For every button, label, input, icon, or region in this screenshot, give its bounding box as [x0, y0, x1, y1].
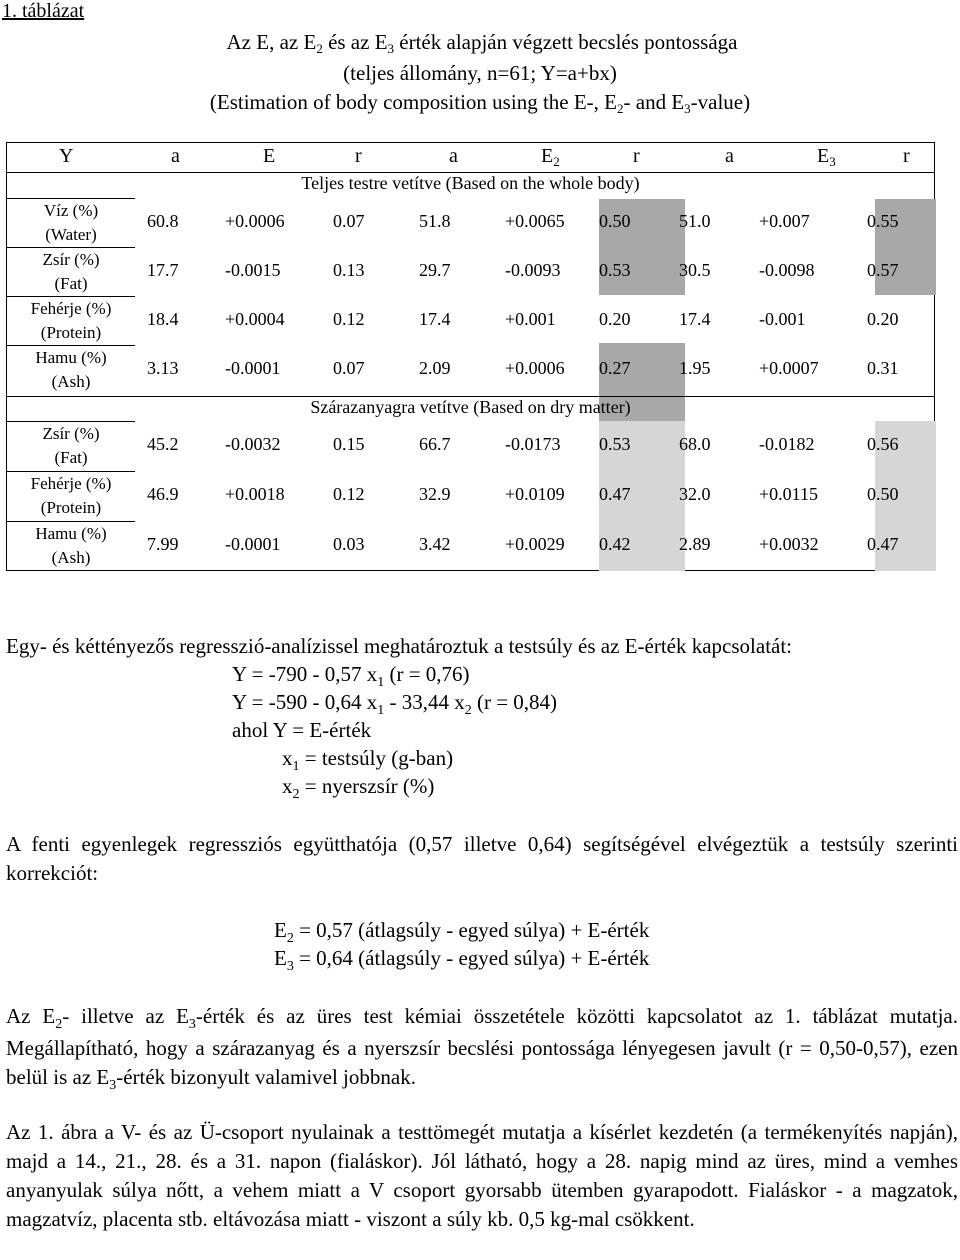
equation-e2: $E_2 = 0,57$ (átlagsúly - egyed súlya) + E-érték — [274, 918, 650, 946]
table-cell: -0.001 — [759, 309, 806, 329]
equation-x1: $x_1$ = testsúly (g-ban) — [282, 746, 454, 774]
table-cell: 0.31 — [867, 358, 899, 378]
table-cell: +0.001 — [505, 309, 556, 329]
table-cell: 0.20 — [599, 309, 631, 329]
table-cell: 68.0 — [679, 434, 711, 454]
col-header-e3: $E_3$ — [817, 145, 836, 169]
table-cell: 30.5 — [679, 260, 711, 280]
row-label — [7, 199, 135, 247]
equation-where: ahol Y = E-érték — [232, 718, 372, 742]
table-cell: +0.007 — [759, 211, 810, 231]
paragraph-results: Az $E_2-$ illetve az $E_3$-érték és az üres test kémiai összetétele közötti kapcsolatot az 1. táblázat mutatja. Megállapítható, hogy a szárazanyag és a nyerszsír becslési pontossága lényegesen javult (r = 0,50-0,57), ezen belül is az $E_3$-érték bizonyult valamivel jobbnak. — [6, 1004, 958, 1093]
row-label-hu: Hamu (%) — [35, 348, 107, 367]
table-cell: +0.0006 — [225, 211, 285, 231]
table-cell: 45.2 — [147, 434, 179, 454]
table-cell: 1.95 — [679, 358, 711, 378]
row-label-en: (Fat) — [54, 274, 88, 293]
row-label-hu: Víz (%) — [43, 201, 99, 220]
table-cell: -0.0173 — [505, 434, 561, 454]
col-header-a3: a — [725, 145, 734, 167]
table-cell: 0.53 — [599, 434, 631, 454]
table-cell: +0.0032 — [759, 534, 819, 554]
row-label — [7, 346, 135, 394]
row-label — [7, 297, 135, 345]
table-cell: 18.4 — [147, 309, 179, 329]
table-cell: -0.0182 — [759, 434, 815, 454]
col-header-a2: a — [449, 145, 458, 167]
title-line-1: Az E, az E2 és az E3 érték alapján végzett becslés pontossága — [226, 30, 738, 56]
table-cell: 51.0 — [679, 211, 711, 231]
table-cell: 3.42 — [419, 534, 451, 554]
table-cell: 0.47 — [599, 484, 631, 504]
table-cell: 3.13 — [147, 358, 179, 378]
table-cell: 32.9 — [419, 484, 451, 504]
table-number-label: 1. táblázat — [2, 0, 85, 22]
section-dry-matter: Szárazanyagra vetítve (Based on dry matter) — [310, 397, 631, 417]
table-cell: 0.15 — [333, 434, 365, 454]
table-cell: 2.09 — [419, 358, 451, 378]
col-header-e2: $E_2$ — [541, 145, 560, 169]
section-whole-body: Teljes testre vetítve (Based on the whole body) — [301, 173, 640, 193]
table-cell: 0.55 — [867, 211, 899, 231]
table-cell: 46.9 — [147, 484, 179, 504]
table-cell: 29.7 — [419, 260, 451, 280]
equation-e3: $E_3 = 0,64$ (átlagsúly - egyed súlya) + E-érték — [274, 946, 650, 974]
table-cell: +0.0006 — [505, 358, 565, 378]
row-label-hu: Fehérje (%) — [30, 299, 112, 318]
equation-x2: $x_2$ = nyerszsír (%) — [282, 774, 435, 802]
table-cell: -0.0001 — [225, 358, 281, 378]
row-label-en: (Ash) — [51, 548, 91, 567]
table-cell: 60.8 — [147, 211, 179, 231]
table-cell: 0.07 — [333, 211, 365, 231]
table-cell: 66.7 — [419, 434, 451, 454]
col-header-r3: r — [903, 145, 910, 167]
table-cell: 0.47 — [867, 534, 899, 554]
table-cell: +0.0007 — [759, 358, 819, 378]
table-cell: 51.8 — [419, 211, 451, 231]
table-cell: -0.0032 — [225, 434, 281, 454]
table-cell: 0.50 — [867, 484, 899, 504]
row-label-en: (Ash) — [51, 372, 91, 391]
table-cell: 0.50 — [599, 211, 631, 231]
table-cell: 0.42 — [599, 534, 631, 554]
table-cell: -0.0093 — [505, 260, 561, 280]
row-label-en: (Fat) — [54, 448, 88, 467]
table-cell: 0.56 — [867, 434, 899, 454]
table-cell: +0.0109 — [505, 484, 565, 504]
table-cell: 17.7 — [147, 260, 179, 280]
row-label-hu: Zsír (%) — [42, 424, 100, 443]
table-cell: +0.0018 — [225, 484, 285, 504]
table-cell: +0.0065 — [505, 211, 565, 231]
table-cell: 0.12 — [333, 309, 365, 329]
table-cell: 0.27 — [599, 358, 631, 378]
row-label-hu: Hamu (%) — [35, 524, 107, 543]
row-label — [7, 472, 135, 520]
row-label-en: (Protein) — [40, 323, 102, 342]
row-label — [7, 522, 135, 570]
table-cell: 2.89 — [679, 534, 711, 554]
paragraph-correction: A fenti egyenlegek regressziós együtthatója (0,57 illetve 0,64) segítségével elvégeztük a testsúly szerinti korrekciót: — [6, 832, 958, 885]
table-cell: 0.12 — [333, 484, 365, 504]
equation-2: Y = -590 - 0,64 $x_1 - 33,44$ $x_2$ (r = 0,84) — [232, 690, 558, 718]
table-cell: +0.0004 — [225, 309, 285, 329]
row-label — [7, 248, 135, 296]
table-cell: 0.07 — [333, 358, 365, 378]
title-line-2: (teljes állomány, n=61; Y=a+bx) — [343, 61, 617, 85]
table-cell: 0.03 — [333, 534, 365, 554]
table-cell: 32.0 — [679, 484, 711, 504]
table-cell: 0.53 — [599, 260, 631, 280]
col-header-e: E — [263, 145, 276, 167]
table-cell: +0.0115 — [759, 484, 818, 504]
table-title — [0, 28, 960, 119]
table-cell: 17.4 — [679, 309, 711, 329]
row-label-hu: Fehérje (%) — [30, 474, 112, 493]
col-header-r2: r — [633, 145, 640, 167]
col-header-a1: a — [171, 145, 180, 167]
paragraph-regression: Egy- és kéttényezős regresszió-analízissel meghatároztuk a testsúly és az E-érték kapcsolatát: — [6, 634, 793, 658]
table-cell: 0.57 — [867, 260, 899, 280]
table-cell: -0.0098 — [759, 260, 815, 280]
table-cell: -0.0015 — [225, 260, 281, 280]
col-header-y: Y — [59, 145, 74, 167]
row-label-en: (Water) — [45, 225, 97, 244]
results-table — [6, 142, 935, 571]
row-label-hu: Zsír (%) — [42, 250, 100, 269]
row-label — [7, 422, 135, 470]
table-cell: 0.13 — [333, 260, 365, 280]
row-label-en: (Protein) — [40, 498, 102, 517]
col-header-r1: r — [355, 145, 362, 167]
table-cell: 0.20 — [867, 309, 899, 329]
paragraph-figure: Az 1. ábra a V- és az Ü-csoport nyulainak a testtömegét mutatja a kísérlet kezdetén (a termékenyítés napján), majd a 14., 21., 28. és a 31. napon (fialáskor). Jól látható, hogy a 28. napig mind az üres, mind a vemhes anyanyulak súlya nőtt, a vehem miatt a V csoport gyorsabb ütemben gyarapodott. Fialáskor - a magzatok, magzatvíz, placenta stb. eltávozása miatt - viszont a súly kb. 0,5 kg-mal csökkent. — [6, 1120, 958, 1231]
table-cell: +0.0029 — [505, 534, 565, 554]
table-cell: -0.0001 — [225, 534, 281, 554]
table-cell: 7.99 — [147, 534, 179, 554]
equation-1: Y = -790 - 0,57 $x_1$ (r = 0,76) — [232, 662, 470, 690]
title-line-3: (Estimation of body composition using the E-, E2- and E3-value) — [209, 90, 751, 116]
table-cell: 17.4 — [419, 309, 451, 329]
